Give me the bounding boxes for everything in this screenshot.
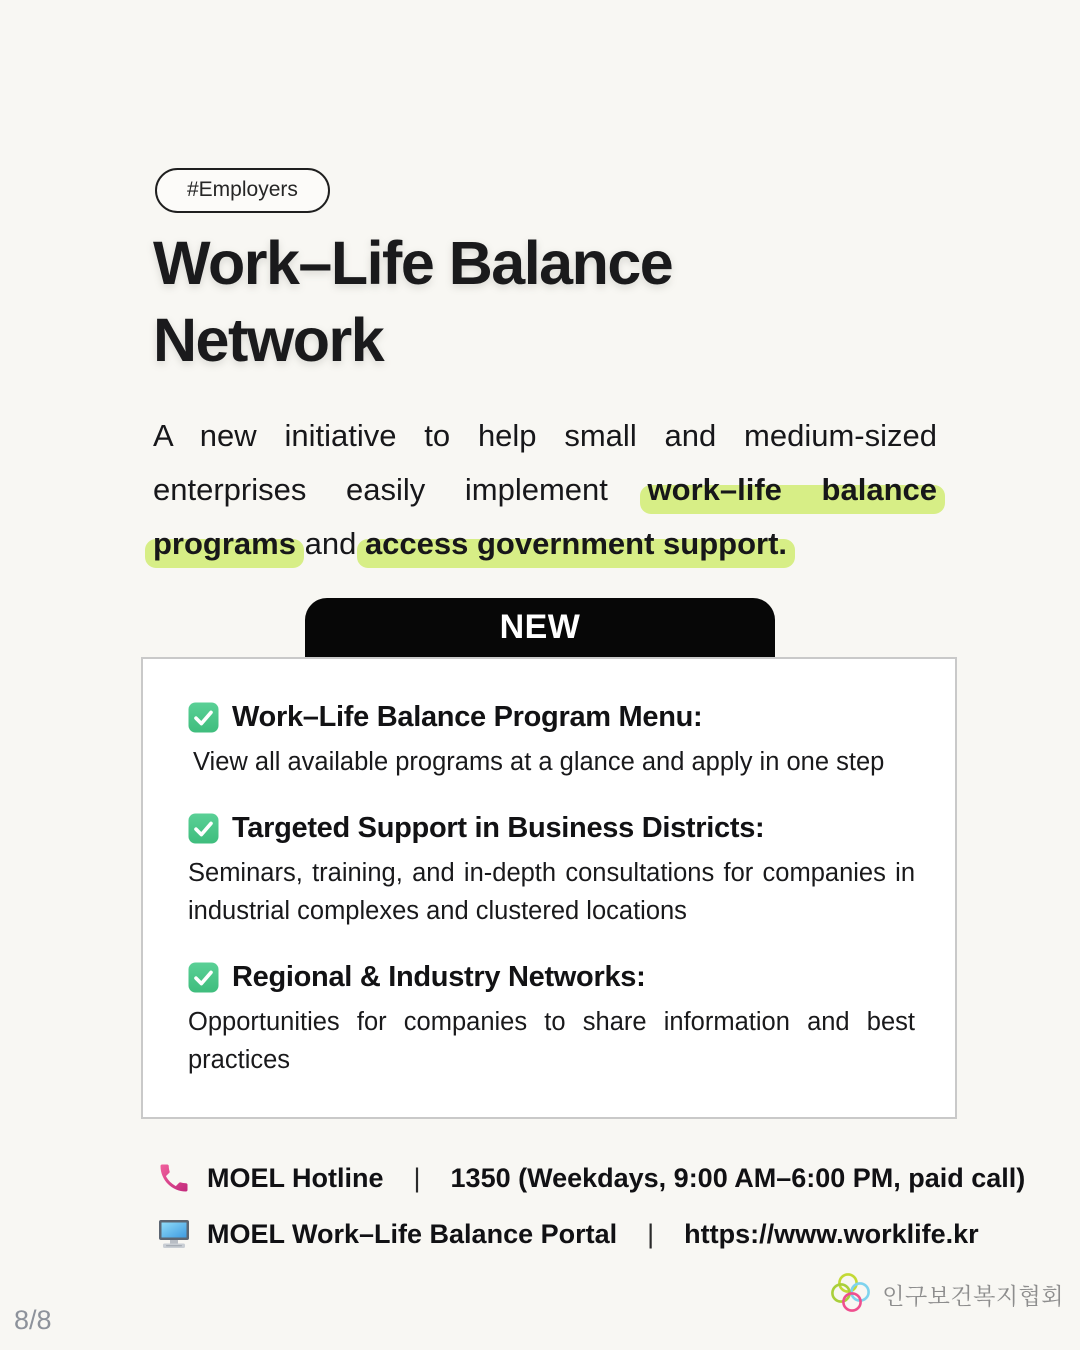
- feature-item: [188, 701, 915, 781]
- highlighted-text: work–life balance: [647, 472, 937, 507]
- new-badge: [305, 598, 775, 657]
- feature-description: View all available programs at a glance and apply in one step: [193, 748, 885, 776]
- org-name: 인구보건복지협회: [882, 1282, 1064, 1309]
- intro-line: [153, 409, 937, 463]
- portal-row: [156, 1216, 1080, 1252]
- employers-tag: [155, 168, 330, 213]
- page-title-line2: Network: [153, 306, 384, 374]
- portal-url: https://www.worklife.kr: [684, 1218, 979, 1249]
- highlighted-text: access government support.: [364, 526, 788, 561]
- page-title: [153, 225, 1080, 379]
- separator: |: [647, 1218, 655, 1249]
- portal-label: MOEL Work–Life Balance Portal: [207, 1218, 618, 1249]
- feature-title: Regional & Industry Networks:: [232, 961, 646, 993]
- intro-text: enterprises easily implement: [153, 472, 648, 507]
- new-badge-label: NEW: [499, 608, 581, 646]
- hotline-value: 1350 (Weekdays, 9:00 AM–6:00 PM, paid call): [450, 1162, 1026, 1193]
- hotline-label: MOEL Hotline: [207, 1162, 384, 1193]
- org-brand: [829, 1271, 1064, 1317]
- check-icon: [188, 962, 219, 993]
- separator: |: [413, 1162, 421, 1193]
- intro-line: [153, 517, 937, 571]
- phone-icon: [156, 1160, 192, 1196]
- highlighted-text: programs: [153, 526, 296, 561]
- feature-title: Targeted Support in Business Districts:: [232, 812, 765, 844]
- feature-title: Work–Life Balance Program Menu:: [232, 701, 703, 733]
- check-icon: [188, 813, 219, 844]
- intro-text: and: [295, 526, 365, 561]
- intro-paragraph: [153, 409, 937, 571]
- employers-tag-label: #Employers: [187, 178, 298, 201]
- feature-head: [188, 701, 915, 734]
- page-title-line1: Work–Life Balance: [153, 229, 673, 297]
- org-logo-icon: [829, 1271, 873, 1317]
- feature-item: [188, 961, 915, 1079]
- intro-line: [153, 463, 937, 517]
- feature-description: Seminars, training, and in-depth consultations for companies in industrial complexes and clustered locations: [188, 859, 915, 925]
- features-card: [141, 657, 957, 1119]
- contact-info: [156, 1160, 1080, 1252]
- hotline-row: [156, 1160, 1080, 1196]
- monitor-icon: [156, 1216, 192, 1252]
- feature-description: Opportunities for companies to share information and best practices: [188, 1008, 915, 1074]
- check-icon: [188, 702, 219, 733]
- feature-head: [188, 961, 915, 994]
- feature-head: [188, 812, 915, 845]
- intro-text: A new initiative to help small and medium-sized: [153, 418, 937, 453]
- page-indicator: 8/8: [14, 1305, 52, 1335]
- feature-item: [188, 812, 915, 930]
